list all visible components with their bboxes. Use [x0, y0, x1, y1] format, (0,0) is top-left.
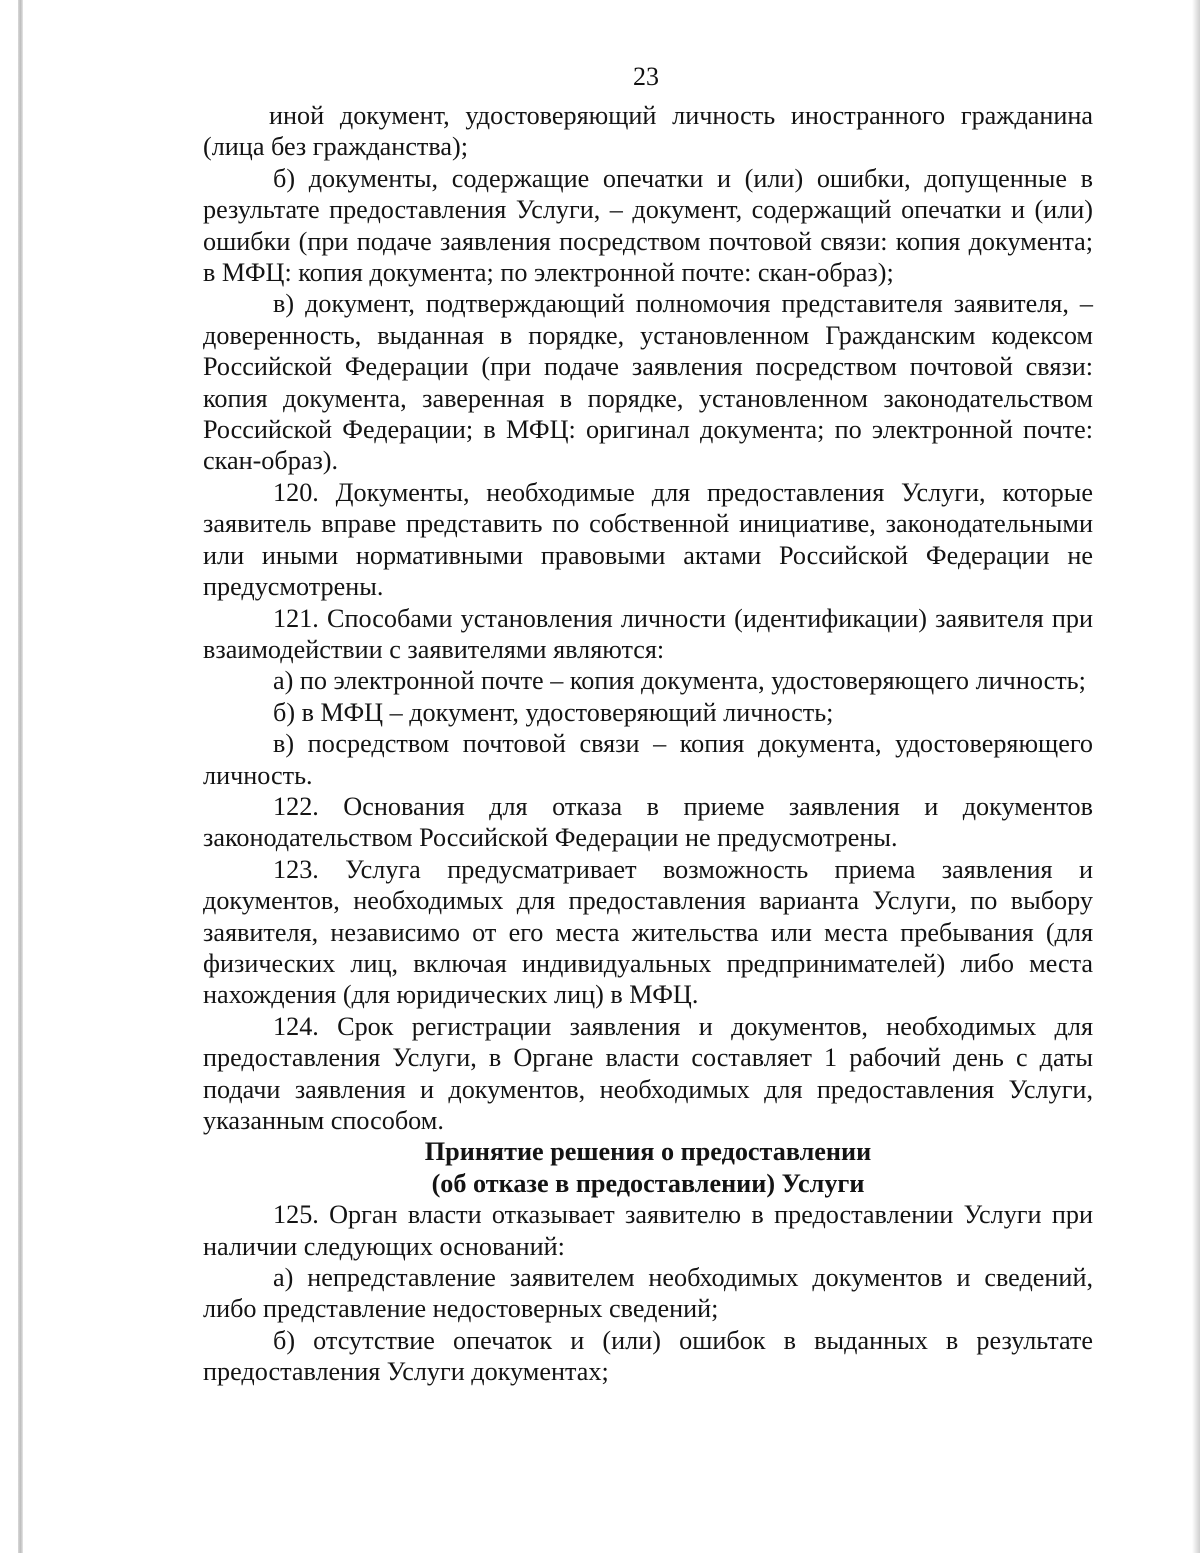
section-heading-line-1: Принятие решения о предоставлении [424, 1137, 872, 1167]
paragraph-121-b: б) в МФЦ – документ, удостоверяющий личность; [273, 697, 834, 727]
scan-edge-left [18, 0, 23, 1553]
section-heading-line-2: (об отказе в предоставлении) Услуги [431, 1168, 865, 1198]
document-body [203, 100, 1093, 1388]
paragraph-120: 120. Документы, необходимые для предоставления Услуги, которые заявитель вправе представить по собственной инициативе, законодательными или иными нормативными правовыми актами Российской Федерации не предусмотрены. [203, 477, 1093, 602]
paragraph-121-a: а) по электронной почте – копия документа, удостоверяющего личность; [273, 666, 1086, 696]
paragraph-121: 121. Способами установления личности (идентификации) заявителя при взаимодействии с заявителями являются: [203, 603, 1093, 664]
paragraph-item-b: б) документы, содержащие опечатки и (или) ошибки, допущенные в результате предоставления Услуги, – документ, содержащий опечатки и (или) ошибки (при подаче заявления посредством почтовой связи: копия документа; в МФЦ: копия документа; по электронной почте: скан-образ); [203, 163, 1093, 288]
section-heading [203, 1136, 1093, 1199]
paragraph-125: 125. Орган власти отказывает заявителю в предоставлении Услуги при наличии следующих оснований: [203, 1200, 1093, 1261]
paragraph-continuation: иной документ, удостоверяющий личность иностранного гражданина (лица без гражданства); [203, 101, 1093, 162]
page-number: 23 [633, 62, 659, 91]
paragraph-125-a: а) непредставление заявителем необходимых документов и сведений, либо представление недостоверных сведений; [203, 1263, 1093, 1324]
paragraph-122: 122. Основания для отказа в приеме заявления и документов законодательством Российской Федерации не предусмотрены. [203, 791, 1093, 853]
scan-edge-right [1192, 0, 1200, 1553]
paragraph-121-v: в) посредством почтовой связи – копия документа, удостоверяющего личность. [203, 729, 1093, 790]
paragraph-item-v: в) документ, подтверждающий полномочия представителя заявителя, – доверенность, выданная в порядке, установленном Гражданским кодексом Российской Федерации (при подаче заявления посредством почтовой связи: копия документа, заверенная в порядке, установленном законодательством Российской Федерации; в МФЦ: оригинал документа; по электронной почте: скан-образ). [203, 289, 1093, 476]
paragraph-124: 124. Срок регистрации заявления и документов, необходимых для предоставления Услуги, в Органе власти составляет 1 рабочий день с даты подачи заявления и документов, необходимых для предоставления Услуги, указанным способом. [203, 1011, 1093, 1135]
paragraph-125-b: б) отсутствие опечаток и (или) ошибок в выданных в результате предоставления Услуги документах; [203, 1325, 1093, 1387]
paragraph-123: 123. Услуга предусматривает возможность приема заявления и документов, необходимых для предоставления варианта Услуги, по выбору заявителя, независимо от его места жительства или места пребывания (для физических лиц, включая индивидуальных предпринимателей) либо места нахождения (для юридических лиц) в МФЦ. [203, 854, 1093, 1010]
